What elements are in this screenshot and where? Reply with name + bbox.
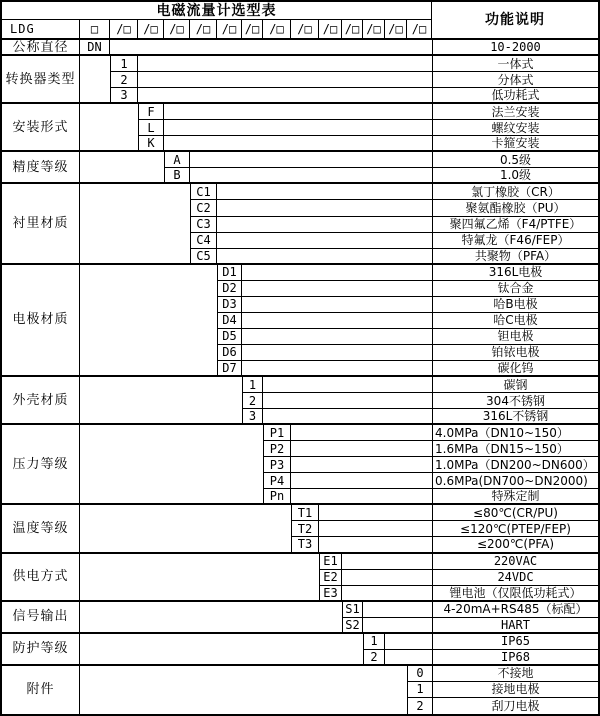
option-code: 0 <box>407 666 432 682</box>
option-code: 2 <box>363 650 385 666</box>
page-title: 电磁流量计选型表 <box>2 2 432 20</box>
spacer <box>385 650 432 666</box>
spacer <box>319 521 432 537</box>
option-code: B <box>164 168 190 184</box>
option-desc: 哈B电极 <box>432 297 598 313</box>
option-desc: 316L电极 <box>432 265 598 281</box>
option-desc: ≤80℃(CR/PU) <box>432 505 598 521</box>
option-code: D6 <box>217 345 242 361</box>
option-code: F <box>138 104 164 120</box>
option-desc: 低功耗式 <box>432 88 598 104</box>
category-label: 温度等级 <box>2 505 80 553</box>
option-desc: 接地电极 <box>432 682 598 698</box>
option-desc: 法兰安装 <box>432 104 598 120</box>
option-desc: ≤120℃(PTEP/FEP) <box>432 521 598 537</box>
spacer <box>80 184 190 264</box>
spacer <box>80 104 138 152</box>
model-code-box: /□ <box>242 20 263 40</box>
spacer <box>263 377 432 393</box>
option-desc: 碳钢 <box>432 377 598 393</box>
option-code: 2 <box>407 698 432 714</box>
spacer <box>291 489 432 505</box>
spacer <box>242 265 432 281</box>
spacer <box>217 233 432 249</box>
category-label: 附件 <box>2 666 80 714</box>
option-code: P2 <box>263 441 291 457</box>
option-code: Pn <box>263 489 291 505</box>
spacer <box>342 570 432 586</box>
spacer <box>291 441 432 457</box>
option-code: P4 <box>263 473 291 489</box>
category-label: 外壳材质 <box>2 377 80 425</box>
option-code: D4 <box>217 313 242 329</box>
model-prefix: LDG <box>2 20 80 40</box>
option-desc: 刮刀电极 <box>432 698 598 714</box>
option-code: P3 <box>263 457 291 473</box>
category-label: 衬里材质 <box>2 184 80 264</box>
option-desc: 24VDC <box>432 570 598 586</box>
category-label: 压力等级 <box>2 425 80 505</box>
function-column-header: 功能说明 <box>432 2 598 40</box>
option-desc: 1.6MPa（DN15~150） <box>432 441 598 457</box>
option-desc: 不接地 <box>432 666 598 682</box>
spacer <box>217 217 432 233</box>
spacer <box>80 265 217 377</box>
option-code: T3 <box>291 537 319 553</box>
option-code: 2 <box>110 72 138 88</box>
option-code: K <box>138 136 164 152</box>
option-desc: 0.5级 <box>432 152 598 168</box>
option-desc: 铂铱电极 <box>432 345 598 361</box>
option-desc: IP65 <box>432 634 598 650</box>
spacer <box>242 345 432 361</box>
option-code: 3 <box>242 409 263 425</box>
spacer <box>342 586 432 602</box>
spacer <box>242 281 432 297</box>
option-desc: 特殊定制 <box>432 489 598 505</box>
spacer <box>190 152 432 168</box>
model-code-box: /□ <box>319 20 342 40</box>
spacer <box>242 313 432 329</box>
option-code: E1 <box>319 554 342 570</box>
option-desc: 哈C电极 <box>432 313 598 329</box>
option-code: P1 <box>263 425 291 441</box>
spacer <box>363 602 432 618</box>
category-label: 信号输出 <box>2 602 80 634</box>
model-code-box: /□ <box>190 20 217 40</box>
option-code: T2 <box>291 521 319 537</box>
spacer <box>164 136 432 152</box>
option-code: D1 <box>217 265 242 281</box>
option-code: D3 <box>217 297 242 313</box>
option-desc: 1.0MPa（DN200~DN600） <box>432 457 598 473</box>
option-desc: 碳化钨 <box>432 361 598 377</box>
option-desc: 卡箍安装 <box>432 136 598 152</box>
option-desc: 共聚物（PFA） <box>432 249 598 265</box>
option-desc: 10-2000 <box>432 40 598 56</box>
option-code: 2 <box>242 393 263 409</box>
category-label: 安装形式 <box>2 104 80 152</box>
spacer <box>363 618 432 634</box>
model-code-box: /□ <box>217 20 242 40</box>
category-label: 转换器类型 <box>2 56 80 104</box>
model-code-box: /□ <box>164 20 190 40</box>
spacer <box>80 666 407 714</box>
spacer <box>217 184 432 200</box>
option-desc: 4.0MPa（DN10~150） <box>432 425 598 441</box>
spacer <box>319 505 432 521</box>
spacer <box>263 409 432 425</box>
option-code: D5 <box>217 329 242 345</box>
option-desc: 220VAC <box>432 554 598 570</box>
spacer <box>80 425 263 505</box>
spacer <box>217 200 432 216</box>
option-desc: 钽电极 <box>432 329 598 345</box>
option-code: C1 <box>190 184 217 200</box>
spacer <box>291 457 432 473</box>
option-code: 1 <box>363 634 385 650</box>
spacer <box>164 120 432 136</box>
spacer <box>319 537 432 553</box>
spacer <box>291 473 432 489</box>
spacer <box>110 40 432 56</box>
category-label: 精度等级 <box>2 152 80 184</box>
model-code-box: /□ <box>291 20 319 40</box>
option-desc: 316L不锈钢 <box>432 409 598 425</box>
option-code: D2 <box>217 281 242 297</box>
option-desc: 螺纹安装 <box>432 120 598 136</box>
option-code: 1 <box>110 56 138 72</box>
category-label: 电极材质 <box>2 265 80 377</box>
option-code: C4 <box>190 233 217 249</box>
option-code: 1 <box>407 682 432 698</box>
option-code: A <box>164 152 190 168</box>
spacer <box>138 56 432 72</box>
option-code: S2 <box>342 618 363 634</box>
option-code: D7 <box>217 361 242 377</box>
spacer <box>138 88 432 104</box>
option-desc: 锂电池（仅限低功耗式） <box>432 586 598 602</box>
spacer <box>217 249 432 265</box>
option-code: DN <box>80 40 110 56</box>
category-label: 公称直径 <box>2 40 80 56</box>
option-desc: 0.6MPa(DN700~DN2000) <box>432 473 598 489</box>
option-desc: 4-20mA+RS485（标配） <box>432 602 598 618</box>
option-code: 3 <box>110 88 138 104</box>
spacer <box>190 168 432 184</box>
spacer <box>138 72 432 88</box>
model-code-box: /□ <box>138 20 164 40</box>
model-code-box: /□ <box>385 20 407 40</box>
option-code: L <box>138 120 164 136</box>
spacer <box>80 56 110 104</box>
option-desc: HART <box>432 618 598 634</box>
option-desc: 钛合金 <box>432 281 598 297</box>
spacer <box>263 393 432 409</box>
spacer <box>291 425 432 441</box>
spacer <box>242 329 432 345</box>
category-label: 供电方式 <box>2 554 80 602</box>
spacer <box>80 152 164 184</box>
spacer <box>80 377 242 425</box>
spacer <box>242 361 432 377</box>
option-code: S1 <box>342 602 363 618</box>
category-label: 防护等级 <box>2 634 80 666</box>
option-desc: 聚氨酯橡胶（PU） <box>432 200 598 216</box>
option-desc: 特氟龙（F46/FEP） <box>432 233 598 249</box>
option-code: E3 <box>319 586 342 602</box>
model-code-box: □ <box>80 20 110 40</box>
option-desc: 氯丁橡胶（CR） <box>432 184 598 200</box>
spacer <box>80 602 342 634</box>
option-desc: 304不锈钢 <box>432 393 598 409</box>
option-code: C5 <box>190 249 217 265</box>
option-desc: 1.0级 <box>432 168 598 184</box>
option-code: T1 <box>291 505 319 521</box>
option-desc: ≤200℃(PFA) <box>432 537 598 553</box>
model-code-box: /□ <box>342 20 363 40</box>
option-code: C3 <box>190 217 217 233</box>
model-code-box: /□ <box>263 20 291 40</box>
option-desc: 分体式 <box>432 72 598 88</box>
option-code: C2 <box>190 200 217 216</box>
spacer <box>385 634 432 650</box>
spacer <box>80 505 291 553</box>
model-code-box: /□ <box>363 20 385 40</box>
option-code: E2 <box>319 570 342 586</box>
model-code-box: /□ <box>110 20 138 40</box>
spacer <box>342 554 432 570</box>
spacer <box>80 634 363 666</box>
spacer <box>80 554 319 602</box>
spacer <box>164 104 432 120</box>
option-desc: 聚四氟乙烯（F4/PTFE） <box>432 217 598 233</box>
model-code-box: /□ <box>407 20 432 40</box>
option-code: 1 <box>242 377 263 393</box>
option-desc: IP68 <box>432 650 598 666</box>
spacer <box>242 297 432 313</box>
option-desc: 一体式 <box>432 56 598 72</box>
